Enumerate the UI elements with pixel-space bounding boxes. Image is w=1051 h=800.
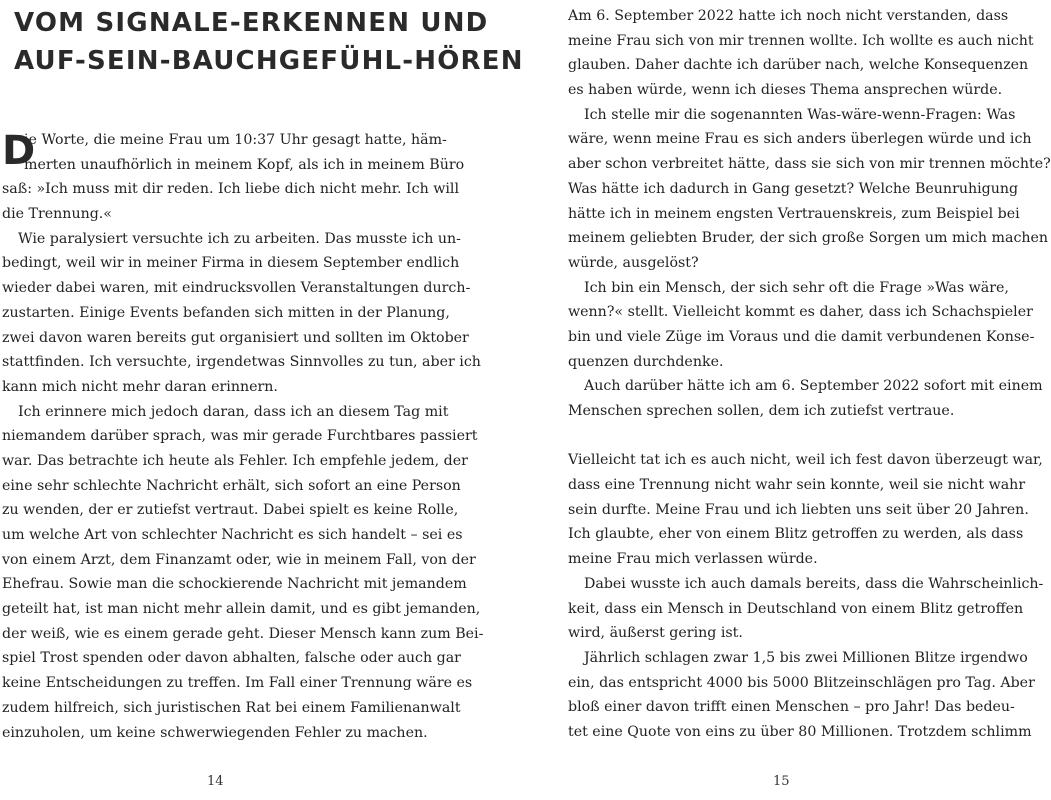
text-line: um welche Art von schlechter Nachricht es sich handelt – sei es xyxy=(2,527,463,543)
page-number-right: 15 xyxy=(773,774,790,789)
text-line: Wie paralysiert versuchte ich zu arbeiten. Das musste ich un- xyxy=(18,230,461,247)
text-line: zustarten. Einige Events befanden sich mitten in der Planung, xyxy=(2,304,450,321)
text-line: meinem geliebten Bruder, der sich große Sorgen um mich machen xyxy=(568,230,1049,247)
text-line: bloß einer davon trifft einen Menschen – pro Jahr! Das bedeu- xyxy=(568,699,1015,716)
chapter-title-line-1: VOM SIGNALE-ERKENNEN UND xyxy=(14,8,489,38)
paragraph xyxy=(568,4,1034,103)
text-line: merten unaufhörlich in meinem Kopf, als ich in meinem Büro xyxy=(24,156,465,173)
text-line: Ich bin ein Mensch, der sich sehr oft die Frage »Was wäre, xyxy=(584,279,1009,296)
text-line: glauben. Daher dachte ich darüber nach, welche Konsequenzen xyxy=(568,57,1029,74)
right-page xyxy=(568,0,1051,800)
drop-cap: D xyxy=(2,128,36,174)
text-line: Am 6. September 2022 hatte ich noch nicht verstanden, dass xyxy=(568,8,1009,24)
text-line: wieder dabei waren, mit eindrucksvollen Veranstaltungen durch- xyxy=(2,280,471,297)
text-line: quenzen durchdenke. xyxy=(568,353,724,370)
text-line: kann mich nicht mehr daran erinnern. xyxy=(2,378,278,395)
text-line: Jährlich schlagen zwar 1,5 bis zwei Millionen Blitze irgendwo xyxy=(584,649,1028,666)
text-line: Dabei wusste ich auch damals bereits, dass die Wahrscheinlich- xyxy=(584,575,1044,592)
text-line: wird, äußerst gering ist. xyxy=(568,625,743,642)
text-line: spiel Trost spenden oder davon abhalten, falsche oder auch gar xyxy=(2,650,461,667)
paragraph xyxy=(2,227,481,400)
text-line: dass eine Trennung nicht wahr sein konnte, weil sie nicht wahr xyxy=(568,477,1026,494)
text-line: Menschen sprechen sollen, dem ich zutiefst vertraue. xyxy=(568,403,955,419)
paragraph xyxy=(568,572,1044,646)
text-line: der weiß, wie es einem gerade geht. Dieser Mensch kann zum Bei- xyxy=(2,625,484,642)
text-line: Ich stelle mir die sogenannten Was-wäre-wenn-Fragen: Was xyxy=(584,106,1016,123)
paragraph xyxy=(568,448,1043,571)
text-line: es haben würde, wenn ich dieses Thema ansprechen würde. xyxy=(568,82,1003,99)
chapter-title xyxy=(14,4,524,80)
text-line: saß: »Ich muss mit dir reden. Ich liebe dich nicht mehr. Ich will xyxy=(2,181,459,198)
text-line: niemandem darüber sprach, was mir gerade Furchtbares passiert xyxy=(2,428,478,445)
text-line: wäre, wenn meine Frau es sich anders überlegen würde und ich xyxy=(568,131,1032,148)
text-line: meine Frau mich verlassen würde. xyxy=(568,551,818,568)
left-page xyxy=(0,0,524,800)
left-page-body xyxy=(2,128,484,745)
text-line: Ich erinnere mich jedoch daran, dass ich an diesem Tag mit xyxy=(18,403,449,420)
text-line: eine sehr schlechte Nachricht erhält, sich sofort an eine Person xyxy=(2,477,461,494)
text-line: einzuholen, um keine schwerwiegenden Fehler zu machen. xyxy=(2,724,428,741)
blank-line xyxy=(568,424,998,449)
text-line: bedingt, weil wir in meiner Firma in diesem September endlich xyxy=(2,255,460,272)
text-line: Ehefrau. Sowie man die schockierende Nachricht mit jemandem xyxy=(2,576,467,593)
text-line: hätte ich in meinem engsten Vertrauenskreis, zum Beispiel bei xyxy=(568,205,1020,222)
text-line: zwei davon waren bereits gut organisiert und sollten im Oktober xyxy=(2,329,469,346)
right-page-body xyxy=(568,4,1051,745)
text-line: bin und viele Züge im Voraus und die damit verbundenen Konse- xyxy=(568,328,1035,345)
text-line: zudem hilfreich, sich juristischen Rat bei einem Familienanwalt xyxy=(2,699,461,716)
text-line: sein durfte. Meine Frau und ich liebten uns seit über 20 Jahren. xyxy=(568,501,1029,518)
paragraph xyxy=(568,103,1051,276)
text-line: stattfinden. Ich versuchte, irgendetwas Sinnvolles zu tun, aber ich xyxy=(2,354,481,371)
text-line: keine Entscheidungen zu treffen. Im Fall einer Trennung wäre es xyxy=(2,675,473,692)
paragraph xyxy=(2,128,465,227)
text-line: war. Das betrachte ich heute als Fehler. Ich empfehle jedem, der xyxy=(2,452,468,469)
paragraph xyxy=(568,276,1035,375)
text-line: würde, ausgelöst? xyxy=(568,254,699,271)
text-line: tet eine Quote von eins zu über 80 Millionen. Trotzdem schlimm xyxy=(568,723,1032,740)
text-line: wenn?« stellt. Vielleicht kommt es daher, dass ich Schachspieler xyxy=(568,304,1033,321)
text-line: aber schon verbreitet hätte, dass sie sich von mir trennen möchte? xyxy=(568,156,1051,173)
text-line: keit, dass ein Mensch in Deutschland von einem Blitz getroffen xyxy=(568,600,1024,617)
text-line: Was hätte ich dadurch in Gang gesetzt? Welche Beunruhigung xyxy=(568,180,1019,197)
paragraph xyxy=(2,400,484,746)
text-line: Auch darüber hätte ich am 6. September 2022 sofort mit einem xyxy=(584,378,1043,395)
text-line: geteilt hat, ist man nicht mehr allein damit, und es gibt jemanden, xyxy=(2,601,481,618)
paragraph xyxy=(568,374,1043,423)
text-line: die Trennung.« xyxy=(2,206,112,223)
page-number-left: 14 xyxy=(207,774,224,789)
text-line: ein, das entspricht 4000 bis 5000 Blitzeinschlägen pro Tag. Aber xyxy=(568,674,1035,691)
text-line: zu wenden, der er zutiefst vertraut. Dabei spielt es keine Rolle, xyxy=(2,502,459,519)
chapter-title-line-2: AUF-SEIN-BAUCHGEFÜHL-HÖREN xyxy=(14,46,524,76)
text-line: von einem Arzt, dem Finanzamt oder, wie in meinem Fall, von der xyxy=(2,551,476,568)
paragraph xyxy=(568,646,1035,745)
text-line: Ich glaubte, eher von einem Blitz getroffen zu werden, als dass xyxy=(568,526,1024,543)
text-line: meine Frau sich von mir trennen wollte. Ich wollte es auch nicht xyxy=(568,32,1034,49)
text-line: ie Worte, die meine Frau um 10:37 Uhr gesagt hatte, häm- xyxy=(24,132,447,148)
text-line: Vielleicht tat ich es auch nicht, weil ich fest davon überzeugt war, xyxy=(568,452,1043,469)
